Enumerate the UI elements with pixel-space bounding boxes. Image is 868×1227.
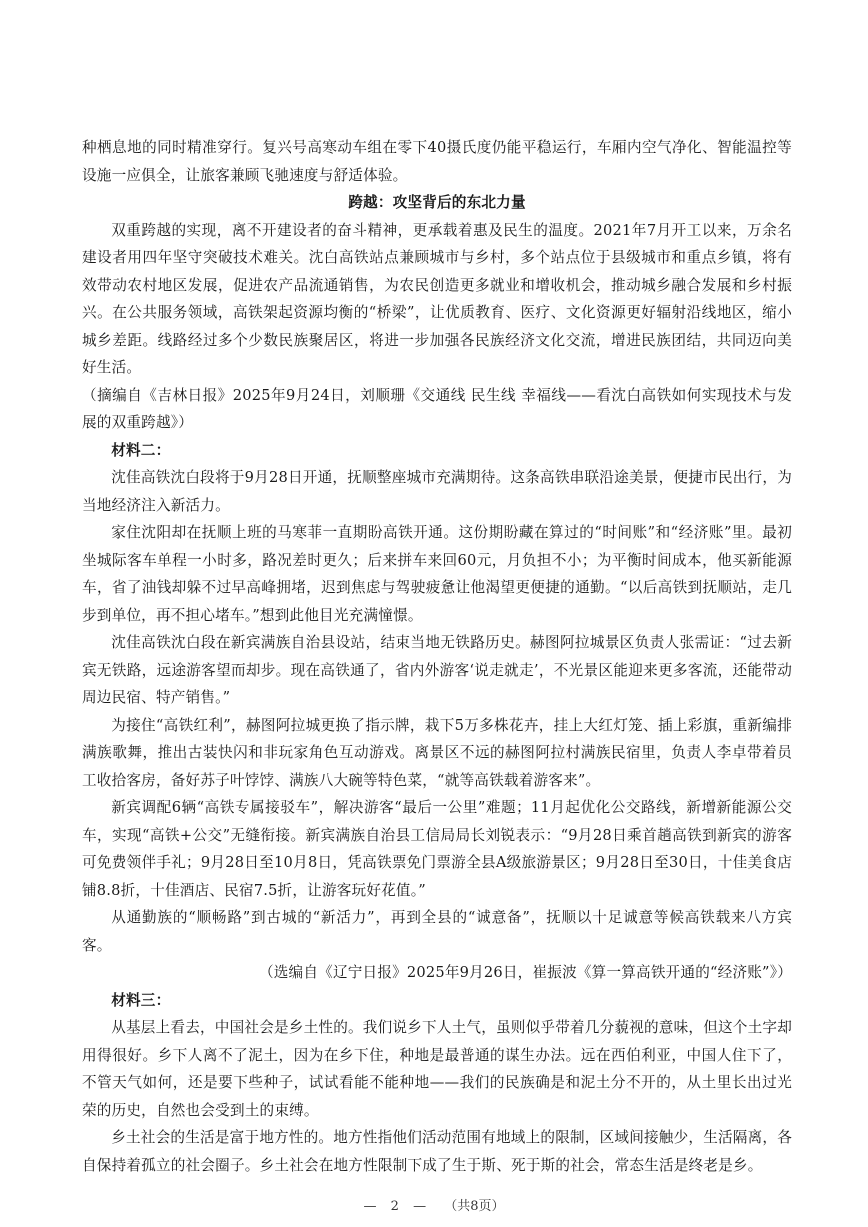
paragraph-continued: 种栖息地的同时精准穿行。复兴号高寒动车组在零下40摄氏度仍能平稳运行，车厢内空气净化、智能温控等设施一应俱全，让旅客兼顾飞驰速度与舒适体验。: [82, 139, 792, 184]
material-label: 材料二：: [111, 441, 171, 459]
paragraph: 双重跨越的实现，离不开建设者的奋斗精神，更承载着惠及民生的温度。2021年7月开工以来，万余名建设者用四年坚守突破技术难关。沈白高铁站点兼顾城市与乡村，多个站点位于县级城市和重点乡镇，将有效带动农村地区发展，促进农产品流通销售，为农民创造更多就业和增收机会，推动城乡融合发展和乡村振兴。在公共服务领域，高铁架起资源均衡的“桥梁”，让优质教育、医疗、文化资源更好辐射沿线地区，缩小城乡差距。线路经过多个少数民族聚居区，将进一步加强各民族经济文化交流，增进民族团结，共同迈向美好生活。: [82, 221, 792, 376]
paragraph: 从基层上看去，中国社会是乡土性的。我们说乡下人土气，虽则似乎带着几分藐视的意味，但这个土字却用得很好。乡下人离不了泥土，因为在乡下住，种地是最普通的谋生办法。远在西伯利亚，中国人住下了，不管天气如何，还是要下些种子，试试看能不能种地——我们的民族确是和泥土分不开的，从土里长出过光荣的历史，自然也会受到土的束缚。: [82, 1019, 792, 1119]
paragraph: 从通勤族的“顺畅路”到古城的“新活力”，再到全县的“诚意备”，抚顺以十足诚意等候高铁载来八方宾客。: [82, 909, 792, 954]
source-citation: （选编自《辽宁日报》2025年9月26日，崔振波《算一算高铁开通的“经济账”》）: [258, 964, 792, 981]
paragraph: 沈佳高铁沈白段在新宾满族自治县设站，结束当地无铁路历史。赫图阿拉城景区负责人张需证：“过去新宾无铁路，远途游客望而却步。现在高铁通了，省内外游客‘说走就走’，不光景区能迎来更多客流，还能带动周边民宿、特产销售。”: [82, 634, 792, 706]
footer-dash: —: [413, 1199, 427, 1214]
page-footer: [0, 1195, 868, 1214]
section-title: 跨越：攻坚背后的东北力量: [348, 194, 526, 211]
page-total: （共8页）: [444, 1199, 505, 1214]
page-number: 2: [390, 1199, 399, 1214]
document-body: [82, 134, 792, 1179]
paragraph: 家住沈阳却在抚顺上班的马寒菲一直期盼高铁开通。这份期盼藏在算过的“时间账”和“经济账”里。最初坐城际客车单程一小时多，路况差时更久；后来拼车来回60元，月负担不小；为平衡时间成本，他买新能源车，省了油钱却躲不过早高峰拥堵，迟到焦虑与驾驶疲惫让他渴望更便捷的通勤。“以后高铁到抚顺站，走几步到单位，再不担心堵车。”想到此他目光充满憧憬。: [82, 524, 792, 624]
source-citation: （摘编自《吉林日报》2025年9月24日，刘顺珊《交通线 民生线 幸福线——看沈白高铁如何实现技术与发展的双重跨越》）: [82, 386, 792, 431]
paragraph: 乡土社会的生活是富于地方性的。地方性指他们活动范围有地域上的限制，区域间接触少，生活隔离，各自保持着孤立的社会圈子。乡土社会在地方性限制下成了生于斯、死于斯的社会，常态生活是终老是乡。: [82, 1129, 792, 1174]
material-label: 材料三：: [111, 991, 171, 1009]
paragraph: 沈佳高铁沈白段将于9月28日开通，抚顺整座城市充满期待。这条高铁串联沿途美景，便捷市民出行，为当地经济注入新活力。: [82, 469, 792, 514]
footer-dash: —: [363, 1199, 377, 1214]
paragraph: 新宾调配6辆“高铁专属接驳车”，解决游客“最后一公里”难题；11月起优化公交路线，新增新能源公交车，实现“高铁+公交”无缝衔接。新宾满族自治县工信局局长刘锐表示：“9月28日乘首趟高铁到新宾的游客可免费领伴手礼；9月28日至10月8日，凭高铁票免门票游全县A级旅游景区；9月28日至30日，十佳美食店铺8.8折，十佳酒店、民宿7.5折，让游客玩好花值。”: [82, 799, 792, 899]
paragraph: 为接住“高铁红利”，赫图阿拉城更换了指示牌，栽下5万多株花卉，挂上大红灯笼、插上彩旗，重新编排满族歌舞，推出古装快闪和非玩家角色互动游戏。离景区不远的赫图阿拉村满族民宿里，负责人李卓带着员工收拾客房，备好苏子叶饽饽、满族八大碗等特色菜，“就等高铁载着游客来”。: [82, 716, 792, 789]
